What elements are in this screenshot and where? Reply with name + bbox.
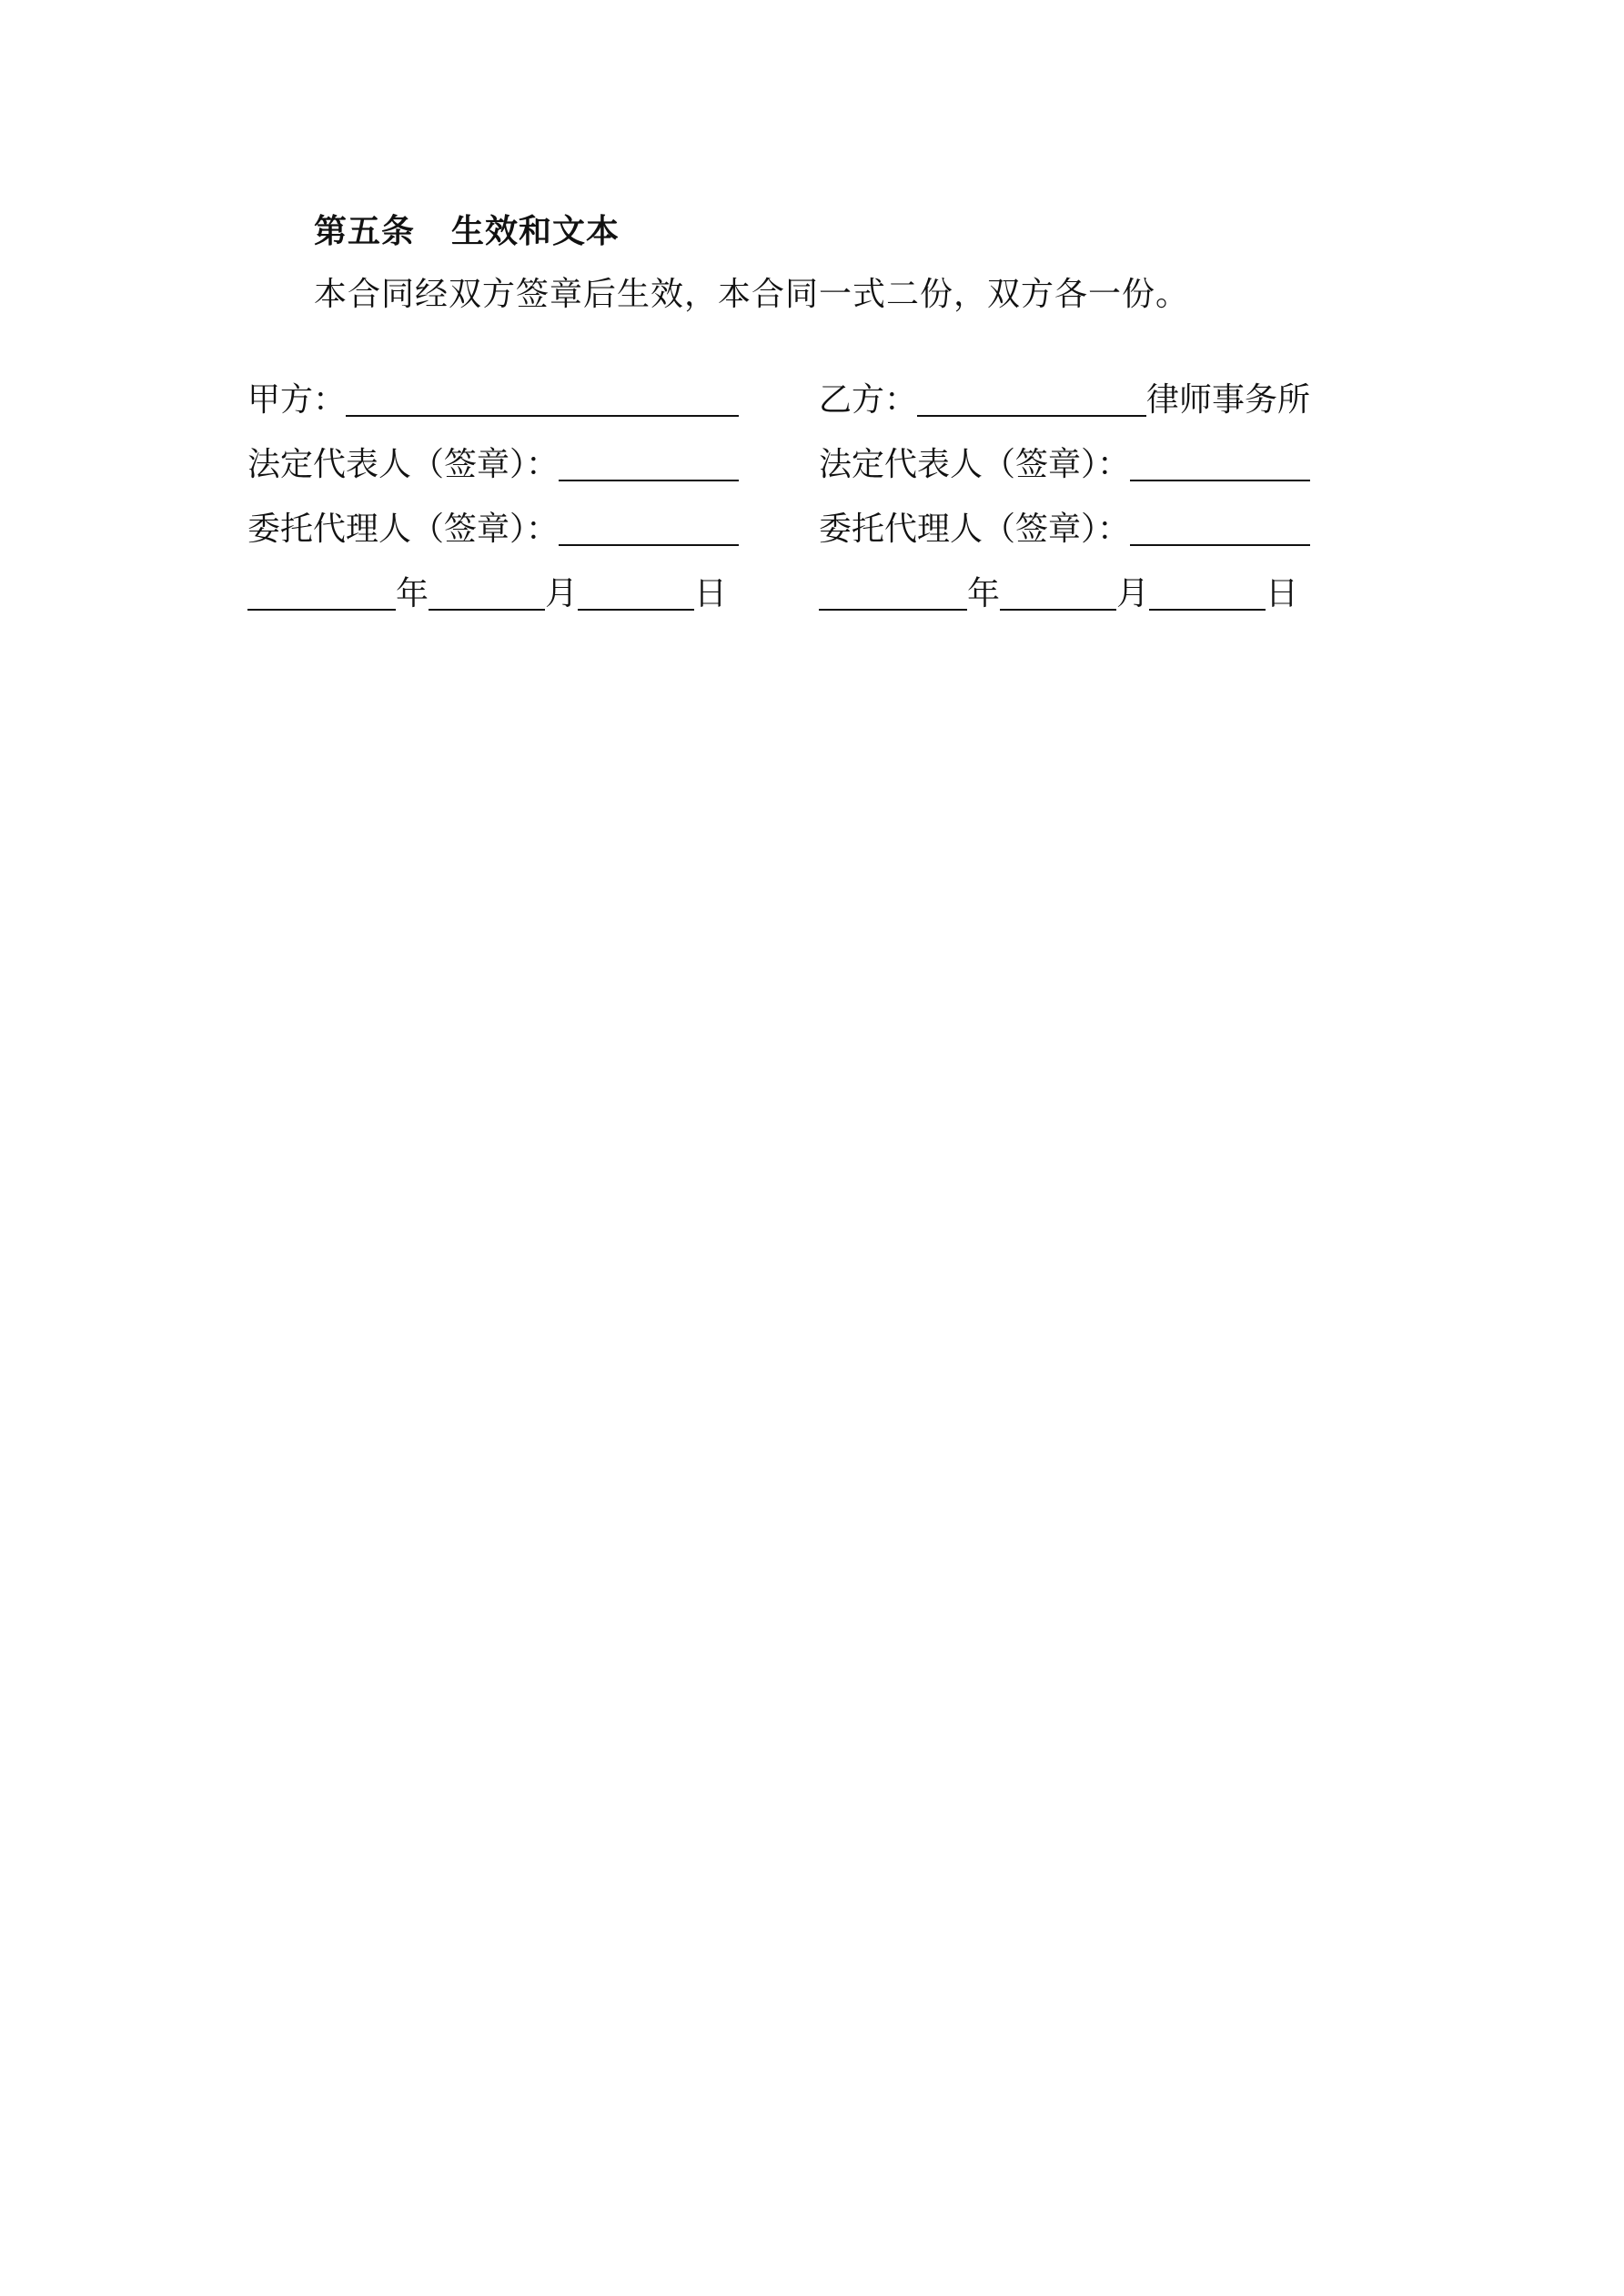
- party-a-agent-label: 委托代理人（签章）：: [247, 511, 560, 548]
- party-a-name-row: [247, 380, 739, 420]
- party-b-year-label: 年: [967, 575, 1001, 612]
- party-b-agent-row: [819, 510, 1310, 550]
- party-b-day-blank[interactable]: [1149, 576, 1266, 611]
- party-a-year-blank[interactable]: [247, 576, 396, 611]
- party-b-name-blank[interactable]: [917, 382, 1146, 417]
- party-a-rep-label: 法定代表人（签章）：: [247, 446, 560, 483]
- party-a-agent-blank[interactable]: [559, 511, 739, 546]
- party-b-agent-blank[interactable]: [1130, 511, 1310, 546]
- party-b-month-label: 月: [1116, 575, 1150, 612]
- party-a-month-label: 月: [545, 575, 579, 612]
- party-a-agent-row: [247, 510, 739, 550]
- party-a-rep-blank[interactable]: [559, 447, 739, 481]
- article-body: 本合同经双方签章后生效，本合同一式二份，双方各一份。: [314, 276, 1190, 313]
- party-b-rep-row: [819, 445, 1310, 485]
- article-heading: [314, 211, 620, 251]
- article-title: 生效和文本: [451, 212, 620, 250]
- party-b-label: 乙方：: [819, 381, 918, 419]
- party-a-year-label: 年: [396, 575, 429, 612]
- party-b-month-blank[interactable]: [1000, 576, 1116, 611]
- party-a-day-label: 日: [694, 575, 728, 612]
- party-b-rep-label: 法定代表人（签章）：: [819, 446, 1131, 483]
- party-b-date-row: [819, 574, 1310, 614]
- party-a-signature-block: [247, 380, 739, 639]
- party-b-agent-label: 委托代理人（签章）：: [819, 511, 1131, 548]
- party-a-month-blank[interactable]: [429, 576, 545, 611]
- party-b-day-label: 日: [1266, 575, 1299, 612]
- party-a-day-blank[interactable]: [578, 576, 694, 611]
- party-a-rep-row: [247, 445, 739, 485]
- party-a-date-row: [247, 574, 739, 614]
- party-b-signature-block: [819, 380, 1310, 639]
- party-a-label: 甲方：: [247, 381, 347, 419]
- party-a-name-blank[interactable]: [346, 382, 739, 417]
- party-b-name-row: [819, 380, 1310, 420]
- article-number: 第五条: [314, 212, 416, 250]
- party-b-rep-blank[interactable]: [1130, 447, 1310, 481]
- party-b-year-blank[interactable]: [819, 576, 967, 611]
- party-b-suffix: 律师事务所: [1145, 381, 1310, 419]
